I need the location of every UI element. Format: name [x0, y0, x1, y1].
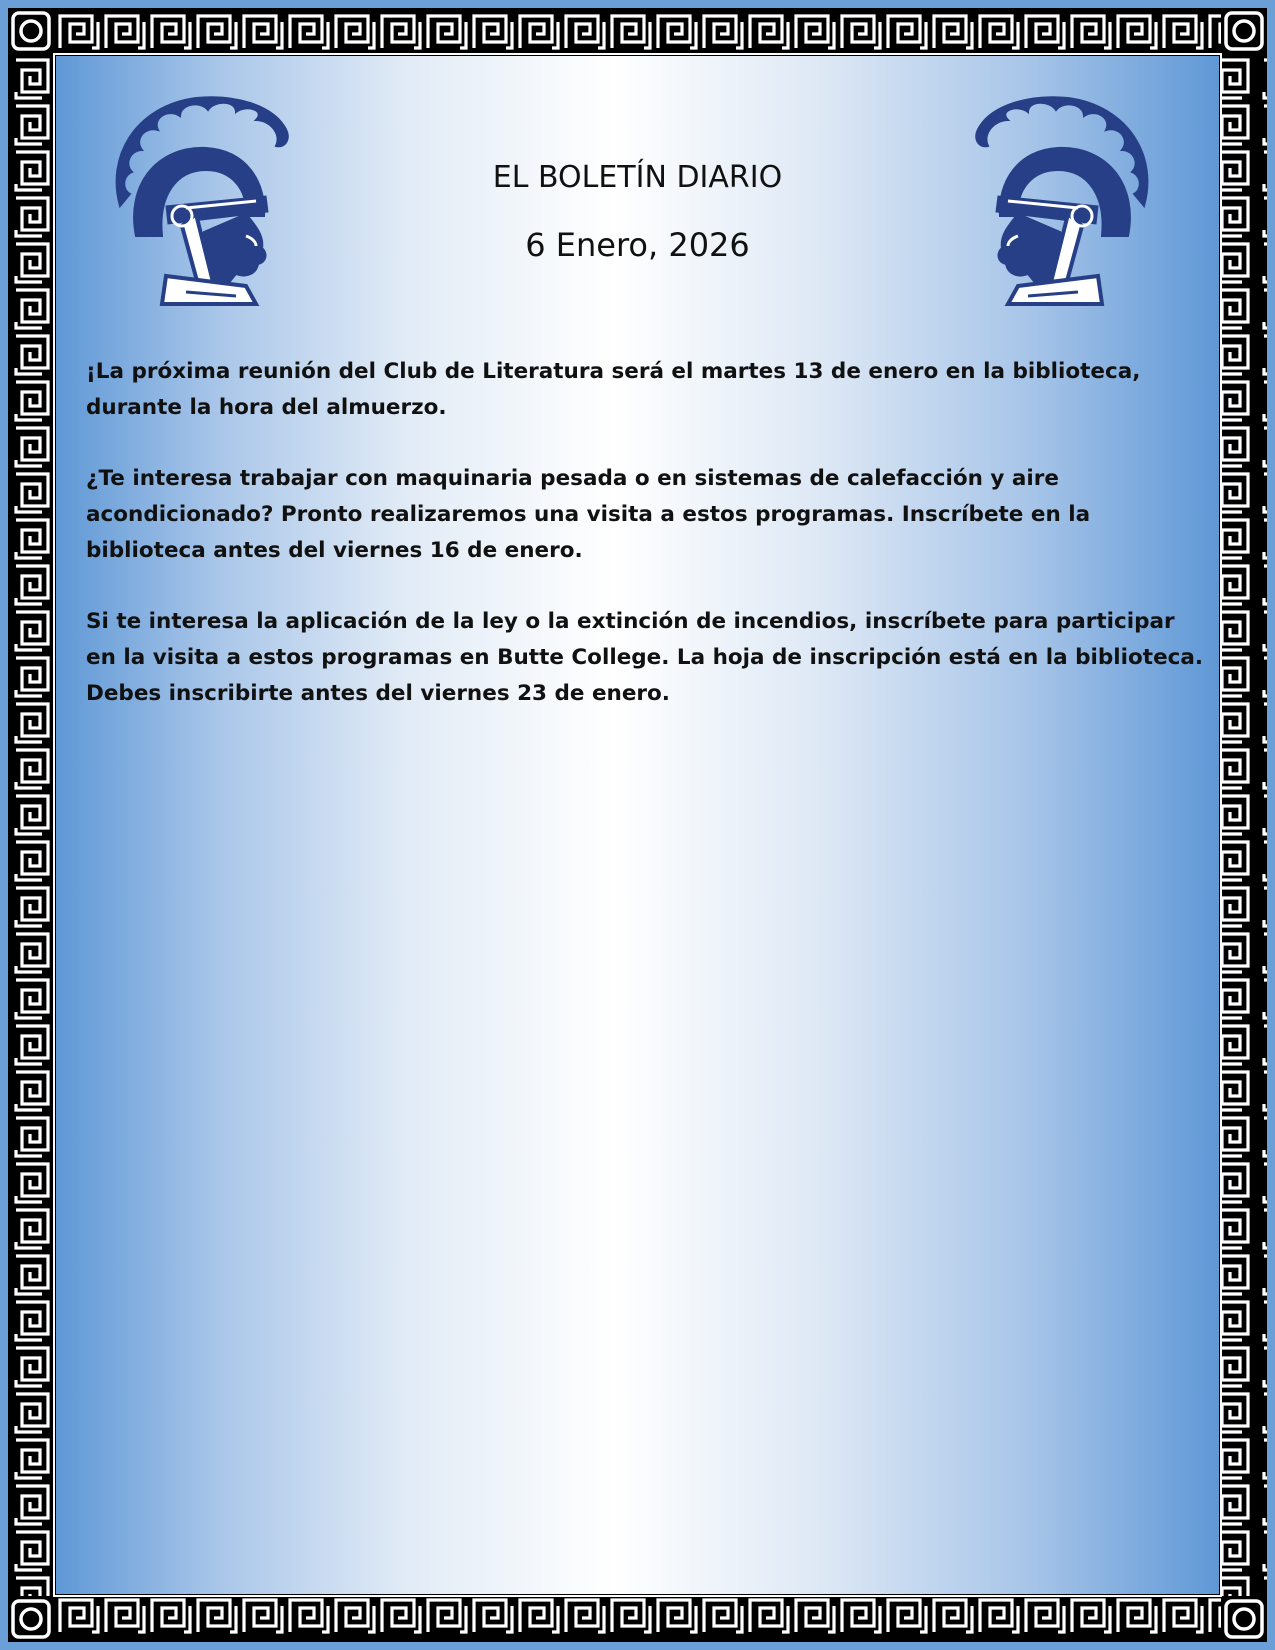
announcement-paragraph: ¿Te interesa trabajar con maquinaria pesada o en sistemas de calefacción y aire acondicionado? Pronto realizaremos una visita a estos programas. Inscríbete en la biblioteca antes del viernes 16 de enero.: [86, 466, 1091, 563]
bulletin-date: 6 Enero, 2026: [525, 226, 750, 264]
bulletin-page: [8, 8, 1267, 1642]
trojan-helmet-icon: [968, 86, 1168, 306]
bulletin-title: EL BOLETÍN DIARIO: [492, 160, 783, 195]
trojan-helmet-icon: [96, 86, 296, 306]
bulletin-content: [56, 56, 1219, 1594]
announcement-paragraph: Si te interesa la aplicación de la ley o la extinción de incendios, inscríbete para participar en la visita a estos programas en Butte College. La hoja de inscripción está en la biblioteca. Debes inscribirte antes del viernes 23 de enero.: [86, 609, 1204, 706]
bulletin-body: [86, 354, 1206, 747]
announcement-paragraph: ¡La próxima reunión del Club de Literatura será el martes 13 de enero en la biblioteca, durante la hora del almuerzo.: [86, 359, 1141, 420]
